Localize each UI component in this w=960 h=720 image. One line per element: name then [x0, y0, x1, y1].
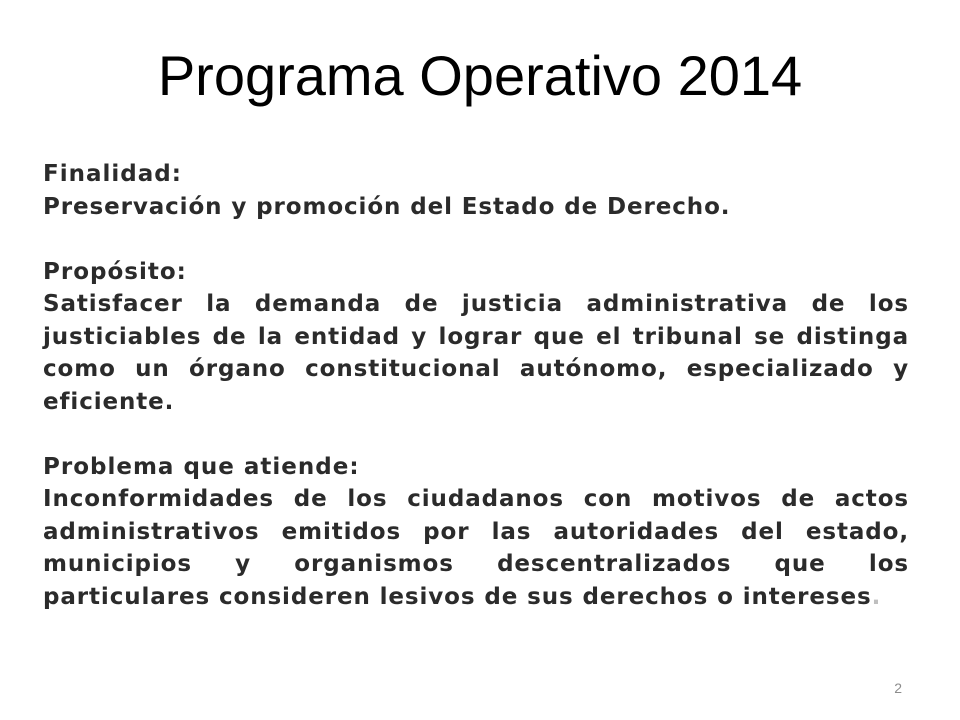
section-proposito	[43, 256, 909, 419]
section-text: Preservación y promoción del Estado de Derecho.	[43, 193, 731, 220]
page-number: 2	[894, 680, 902, 696]
trailing-period: .	[871, 583, 882, 610]
slide-content	[43, 158, 909, 613]
slide-title: Programa Operativo 2014	[157, 44, 803, 107]
section-heading: Finalidad:	[43, 161, 182, 187]
section-heading: Problema que atiende:	[43, 453, 360, 480]
section-finalidad	[43, 158, 909, 223]
section-problema	[43, 451, 909, 614]
section-text-wrapper	[43, 483, 909, 613]
section-heading: Propósito:	[43, 258, 187, 285]
section-text: Inconformidades de los ciudadanos con motivos de actos administrativos emitidos por las autoridades del estado, municipios y organismos descentralizados que los particulares consideren lesivos de sus derechos o intereses	[43, 486, 909, 610]
section-text: Satisfacer la demanda de justicia administrativa de los justiciables de la entidad y lograr que el tribunal se distinga como un órgano constitucional autónomo, especializado y eficiente.	[43, 291, 909, 415]
